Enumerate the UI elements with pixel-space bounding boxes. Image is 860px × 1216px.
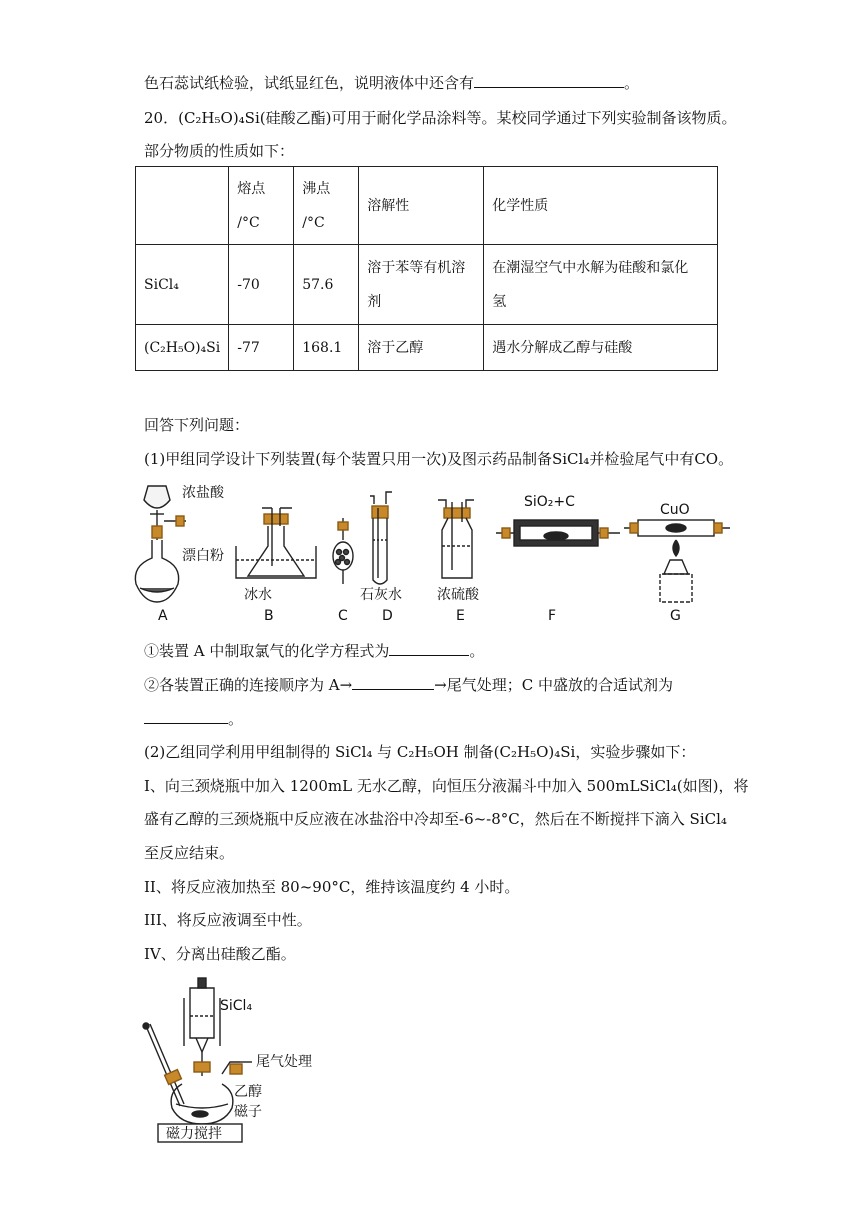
three-neck-flask-diagram — [140, 976, 340, 1146]
q1-1 — [144, 640, 484, 661]
label-bleach: 漂白粉 — [182, 548, 224, 564]
label-conc-h2so4: 浓硫酸 — [437, 587, 479, 603]
apparatus-diagram — [130, 478, 750, 628]
part1-text: (1)甲组同学设计下列装置(每个装置只用一次)及图示药品制备SiCl₄并检验尾气中有CO。 — [144, 450, 734, 468]
table-header-row — [136, 167, 718, 245]
step2-text: II、将反应液加热至 80~90°C，维持该温度约 4 小时。 — [144, 878, 520, 896]
q20-intro-2: 部分物质的性质如下： — [144, 142, 295, 160]
apparatus-g — [624, 520, 730, 602]
answer-blank[interactable] — [389, 640, 469, 656]
table-cell: 溶于苯等有机溶 剂 — [359, 245, 484, 325]
table-row — [136, 245, 718, 325]
q1-2-end: 。 — [228, 710, 244, 728]
table-cell: -77 — [229, 325, 294, 371]
step4-text: IV、分离出硅酸乙酯。 — [144, 945, 296, 963]
properties-table — [135, 166, 718, 371]
label-sicl4: SiCl₄ — [220, 998, 253, 1014]
apparatus-b — [236, 508, 316, 578]
step1-line2: 盛有乙醇的三颈烧瓶中反应液在冰盐浴中冷却至-6~-8°C，然后在不断搅拌下滴入 SiCl₄ — [144, 810, 727, 828]
table-row — [136, 325, 718, 371]
table-header-cell: 熔点 /°C — [229, 167, 294, 245]
label-letter-f: F — [548, 608, 557, 624]
label-cuo: CuO — [660, 502, 690, 518]
apparatus-f — [496, 520, 620, 546]
q1-2 — [144, 674, 673, 695]
table-header-cell: 沸点 /°C — [294, 167, 359, 245]
table-cell: 溶于乙醇 — [359, 325, 484, 371]
answer-blank[interactable] — [352, 674, 434, 690]
table-cell: 168.1 — [294, 325, 359, 371]
q1-1-text: ①装置 A 中制取氯气的化学方程式为 — [144, 642, 390, 660]
table-header-cell — [136, 167, 229, 245]
step1-line1: I、向三颈烧瓶中加入 1200mL 无水乙醇，向恒压分液漏斗中加入 500mLSiCl₄(如图)，将 — [144, 777, 749, 795]
step3-text: III、将反应液调至中性。 — [144, 911, 312, 929]
table-cell: SiCl₄ — [136, 245, 229, 325]
apparatus-a — [135, 486, 186, 602]
label-conc-hcl: 浓盐酸 — [182, 485, 224, 501]
apparatus-e — [438, 500, 474, 578]
apparatus-c — [333, 518, 353, 584]
line-top — [144, 72, 639, 93]
line-top-text: 色石蕊试纸检验，试纸显红色，说明液体中还含有 — [144, 74, 475, 92]
label-magnetic-stirring: 磁力搅拌 — [166, 1126, 222, 1142]
q1-1-end: 。 — [469, 642, 485, 660]
part2-text: (2)乙组同学利用甲组制得的 SiCl₄ 与 C₂H₅OH 制备(C₂H₅O)₄Si，实验步骤如下： — [144, 743, 696, 761]
table-cell: 遇水分解成乙醇与硅酸 — [484, 325, 718, 371]
table-cell: 57.6 — [294, 245, 359, 325]
label-letter-d: D — [382, 608, 393, 624]
q20-intro-1: 20．(C₂H₅O)₄Si(硅酸乙酯)可用于耐化学品涂料等。某校同学通过下列实验制备该物质。 — [144, 109, 737, 127]
answer-blank[interactable] — [144, 708, 228, 724]
table-cell: 在潮湿空气中水解为硅酸和氯化 氢 — [484, 245, 718, 325]
step1-line3: 至反应结束。 — [144, 844, 235, 862]
label-letter-a: A — [158, 608, 168, 624]
table-header-cell: 化学性质 — [484, 167, 718, 245]
label-tail-gas: 尾气处理 — [256, 1054, 312, 1070]
label-limewater: 石灰水 — [360, 587, 402, 603]
label-letter-b: B — [264, 608, 274, 624]
answer-prompt: 回答下列问题： — [144, 416, 250, 434]
label-letter-c: C — [338, 608, 348, 624]
q1-2-cont — [144, 708, 243, 729]
label-magnet: 磁子 — [234, 1104, 262, 1120]
label-letter-e: E — [456, 608, 465, 624]
table-header-cell: 溶解性 — [359, 167, 484, 245]
label-sio2-c: SiO₂+C — [524, 494, 575, 510]
answer-blank[interactable] — [474, 72, 624, 88]
apparatus-d — [370, 492, 392, 584]
label-letter-g: G — [670, 608, 681, 624]
q1-2-middle: →尾气处理；C 中盛放的合适试剂为 — [434, 676, 673, 694]
table-cell: (C₂H₅O)₄Si — [136, 325, 229, 371]
line-top-end: 。 — [624, 74, 640, 92]
label-ice-water: 冰水 — [244, 587, 272, 603]
table-cell: -70 — [229, 245, 294, 325]
q1-2-text: ②各装置正确的连接顺序为 A→ — [144, 676, 353, 694]
label-ethanol: 乙醇 — [234, 1084, 262, 1100]
